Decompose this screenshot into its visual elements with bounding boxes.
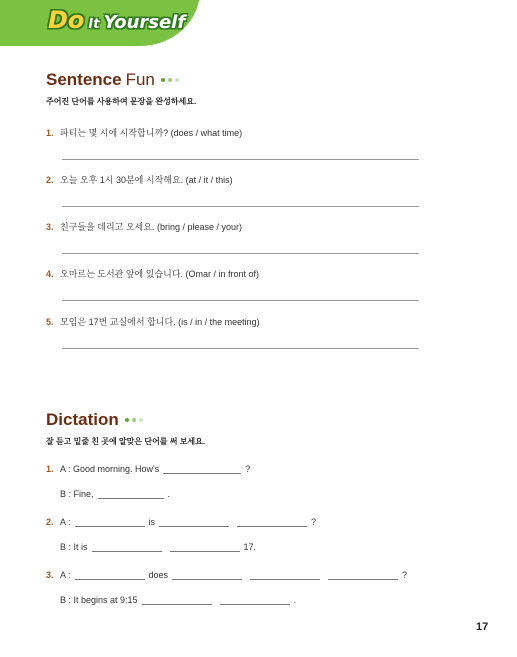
answer-line-3[interactable] [62,253,419,254]
sentence-item [46,267,259,280]
banner-title [48,6,185,36]
blank-field[interactable] [237,516,307,527]
item-number: 2. [46,517,54,527]
dictation-title-text: Dictation [46,410,119,429]
item-number: 4. [46,269,54,279]
answer-line-1[interactable] [62,159,419,160]
title-dots-icon [125,418,143,422]
answer-line-5[interactable] [62,348,419,349]
item-number: 1. [46,128,54,138]
item-text: 오마르는 도서관 앞에 있습니다. (Omar / in front of) [60,269,260,279]
blank-field[interactable] [98,488,164,499]
item-number: 3. [46,222,54,232]
line-text: B : Fine, [60,489,94,499]
blank-field[interactable] [92,541,162,552]
sentence-item [46,126,242,139]
blank-field[interactable] [163,463,241,474]
page-number: 17 [476,621,489,633]
sentence-fun-instruction: 주어진 단어를 사용하여 문장을 완성하세요. [46,97,197,106]
line-text: is [148,517,156,527]
answer-line-4[interactable] [62,300,419,301]
line-text: does [148,570,169,580]
answer-line-2[interactable] [62,206,419,207]
blank-field[interactable] [75,516,145,527]
line-text: ? [311,517,317,527]
item-number: 1. [46,464,54,474]
dictation-line-3a [46,569,407,580]
blank-field[interactable] [328,569,398,580]
dictation-line-3b [60,594,296,605]
dictation-instruction: 잘 듣고 밑줄 친 곳에 알맞은 단어를 써 보세요. [46,437,206,446]
sentence-item [46,315,260,328]
line-text: B : It is [60,542,88,552]
line-text: . [167,489,171,499]
blank-field[interactable] [75,569,145,580]
line-text: A : Good morning. How's [60,464,160,474]
blank-field[interactable] [220,594,290,605]
item-number: 3. [46,570,54,580]
sentence-item [46,220,242,233]
title-dots-icon [161,78,179,82]
item-text: 친구들을 데리고 오세요. (bring / please / your) [60,222,242,232]
item-text: 오늘 오후 1시 30분에 시작해요. (at / it / this) [60,175,233,185]
blank-field[interactable] [172,569,242,580]
item-text: 모임은 17번 교실에서 합니다. (is / in / the meeting) [60,317,260,327]
dictation-line-1a [46,463,250,474]
line-text: ? [245,464,251,474]
banner-yourself: Yourself [103,12,186,33]
blank-field[interactable] [170,541,240,552]
blank-field[interactable] [250,569,320,580]
line-text: ? [402,570,408,580]
item-text: 파티는 몇 시에 시작합니까? (does / what time) [60,128,243,138]
sentence-fun-title-word1: Sentence [46,70,122,89]
banner-it: It [88,17,100,32]
banner-do: Do [48,6,85,34]
sentence-fun-title [46,70,179,90]
dictation-title [46,410,143,430]
blank-field[interactable] [142,594,212,605]
line-text: A : [60,570,71,580]
sentence-item [46,173,233,186]
dictation-line-2a [46,516,316,527]
blank-field[interactable] [159,516,229,527]
sentence-fun-title-word2: Fun [125,70,155,89]
dictation-line-1b [60,488,170,499]
item-number: 2. [46,175,54,185]
line-text: . [293,595,297,605]
line-text: A : [60,517,71,527]
line-text: 17. [243,542,257,552]
item-number: 5. [46,317,54,327]
line-text: B : It begins at 9:15 [60,595,138,605]
dictation-line-2b [60,541,256,552]
